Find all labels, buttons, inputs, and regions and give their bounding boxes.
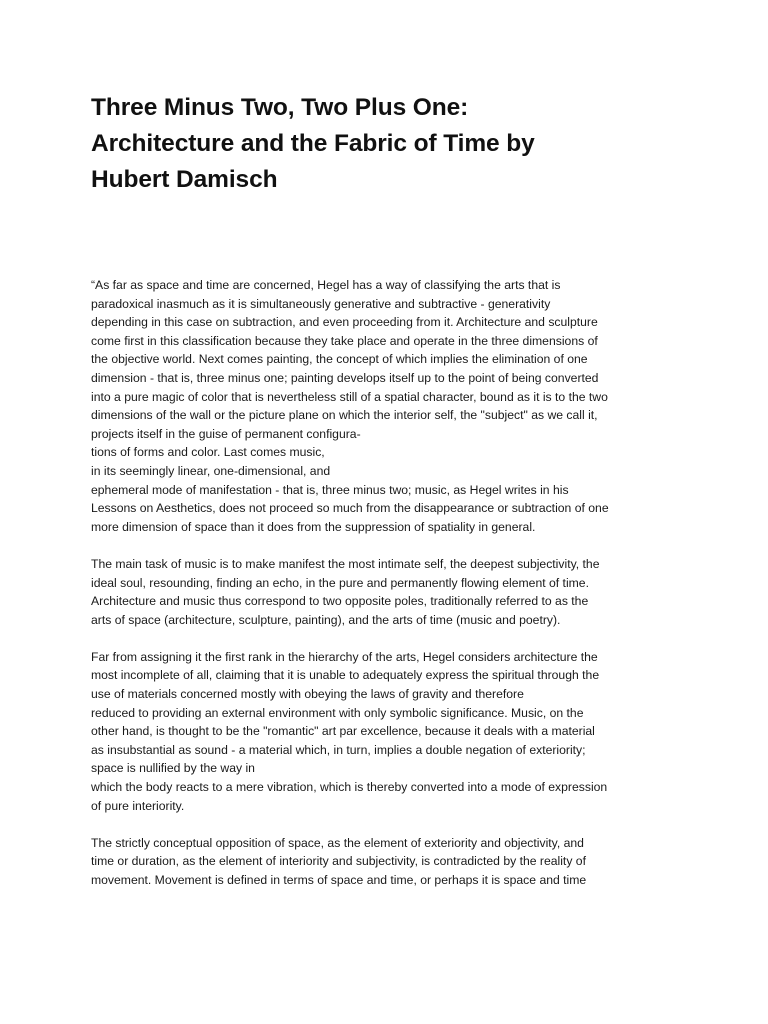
title-line: Hubert Damisch	[91, 166, 278, 193]
text-line: ideal soul, resounding, finding an echo, in the pure and permanently flowing element of time.	[91, 575, 589, 590]
text-line: more dimension of space than it does from the suppression of spatiality in general.	[91, 519, 536, 534]
text-line: other hand, is thought to be the "romantic" art par excellence, because it deals with a material	[91, 724, 595, 739]
text-line: The main task of music is to make manifest the most intimate self, the deepest subjectivity, the	[91, 556, 600, 571]
title-line: Three Minus Two, Two Plus One:	[91, 94, 469, 121]
text-line: ephemeral mode of manifestation - that is, three minus two; music, as Hegel writes in his	[91, 482, 569, 497]
document-title	[91, 90, 691, 198]
text-line: into a pure magic of color that is nevertheless still of a spatial character, bound as it is to the two	[91, 389, 608, 404]
text-line: use of materials concerned mostly with obeying the laws of gravity and therefore	[91, 687, 524, 702]
text-line: reduced to providing an external environment with only symbolic significance. Music, on the	[91, 705, 584, 720]
text-line: time or duration, as the element of interiority and subjectivity, is contradicted by the reality of	[91, 854, 586, 869]
text-line: projects itself in the guise of permanent configura-	[91, 426, 361, 441]
text-line: movement. Movement is defined in terms of space and time, or perhaps it is space and time	[91, 873, 587, 887]
text-line: of pure interiority.	[91, 798, 185, 813]
text-line: Architecture and music thus correspond to two opposite poles, traditionally referred to as the	[91, 594, 589, 609]
paragraph	[91, 276, 691, 536]
text-line: in its seemingly linear, one-dimensional, and	[91, 463, 331, 478]
text-line: “As far as space and time are concerned, Hegel has a way of classifying the arts that is	[91, 278, 561, 292]
text-line: tions of forms and color. Last comes music,	[91, 445, 325, 460]
text-line: the objective world. Next comes painting, the concept of which implies the elimination of one	[91, 352, 588, 367]
text-line: most incomplete of all, claiming that it is unable to adequately express the spiritual through the	[91, 668, 600, 683]
text-line: which the body reacts to a mere vibration, which is thereby converted into a mode of expression	[91, 780, 608, 795]
text-line: come first in this classification because they take place and operate in the three dimensions of	[91, 333, 598, 348]
title-line: Architecture and the Fabric of Time by	[91, 130, 535, 157]
paragraph	[91, 834, 691, 890]
text-line: depending in this case on subtraction, and even proceeding from it. Architecture and sculpture	[91, 315, 598, 330]
text-line: as insubstantial as sound - a material which, in turn, implies a double negation of exteriority;	[91, 742, 586, 757]
text-line: The strictly conceptual opposition of space, as the element of exteriority and objectivity, and	[91, 835, 584, 850]
paragraph	[91, 648, 691, 815]
text-line: arts of space (architecture, sculpture, painting), and the arts of time (music and poetry).	[91, 612, 561, 627]
text-line: Lessons on Aesthetics, does not proceed so much from the disappearance or subtraction of one	[91, 501, 609, 516]
text-line: dimension - that is, three minus one; painting develops itself up to the point of being converted	[91, 370, 599, 385]
text-line: dimensions of the wall or the picture plane on which the interior self, the "subject" as we call it,	[91, 408, 598, 423]
text-line: space is nullified by the way in	[91, 761, 255, 776]
document-body	[91, 276, 691, 908]
paragraph	[91, 555, 691, 629]
text-line: Far from assigning it the first rank in the hierarchy of the arts, Hegel considers architecture the	[91, 649, 598, 664]
text-line: paradoxical inasmuch as it is simultaneously generative and subtractive - generativity	[91, 296, 551, 311]
